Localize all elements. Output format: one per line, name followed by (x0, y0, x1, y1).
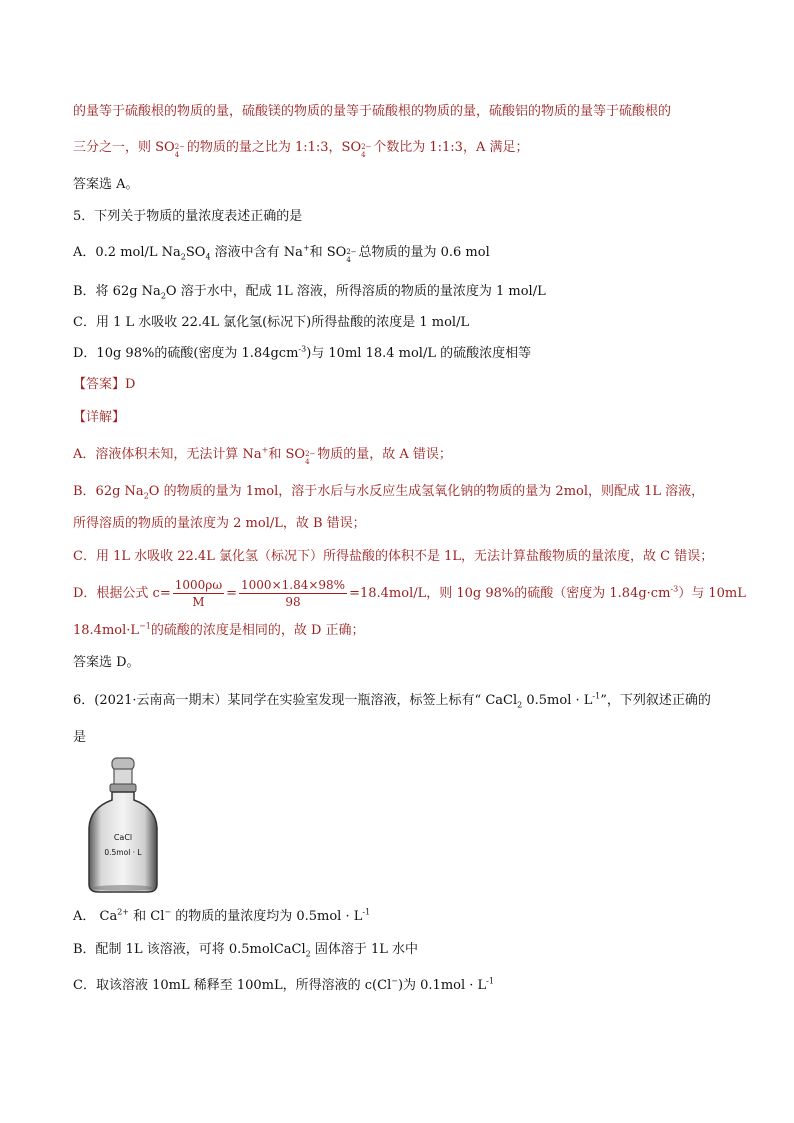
q5-explain-c: C．用 1L 水吸收 22.4L 氯化氢（标况下）所得盐酸的体积不是 1L，无法计算盐酸物质的量浓度，故 C 错误； (73, 549, 714, 564)
q5-explain-d-2: $18.4mol\cdot L^{-1}$的硫酸的浓度是相同的，故 D 正确； (73, 621, 365, 638)
q6-option-b: B．配制 1L 该溶液，可将 0.5molCaCl$_2$ 固体溶于 1L 水中 (73, 942, 419, 959)
bottle-label-formula: CaCl (113, 833, 133, 842)
continuation-line-2: 三分之一，则 SO 2− 4 的物质的量之比为 1:1:3，SO 2− 4 个数比为 1:1:3，A 满足； (73, 140, 529, 159)
q5-explain-a: A．溶液体积未知，无法计算 Na+和 SO 2− 4 物质的量，故 A 错误； (73, 445, 452, 466)
q5-option-d: D．10g 98%的硫酸(密度为 1.84gcm$^{-3}$)与 10ml 18.4 mol/L 的硫酸浓度相等 (73, 344, 532, 361)
q6-option-c: C．取该溶液 10mL 稀释至 100mL，所得溶液的 c(Cl−)为 $0.1mol \cdot L^{-1}$ (73, 976, 494, 993)
q5-option-b: B．将 62g $Na_2O$ 溶于水中，配成 1L 溶液，所得溶质的物质的量浓度为 1 mol/L (73, 284, 546, 301)
q5-answer: 【答案】D (73, 377, 136, 392)
reagent-bottle-image (86, 756, 160, 894)
formula-fraction-2: $\frac{1000\times 1.84\times 98\%}{98}$ (241, 578, 346, 609)
q6-stem-1: 6．(2021·云南高一期末）某同学在实验室发现一瓶溶液，标签上标有“ CaCl$_2$ $0.5mol \cdot L^{-1}$”，下列叙述正确的 (73, 691, 711, 710)
q5-detail-heading: 【详解】 (73, 410, 126, 425)
formula-fraction-1: $\frac{1000\rho\omega}{M}$ (174, 578, 223, 609)
q5-option-a: A．0.2 mol/L $Na_2SO_4$ 溶液中含有 Na+和 SO 2− 4 总物质的量为 0.6 mol (73, 243, 490, 264)
q5-explain-d-1: D．根据公式 c= $\frac{1000\rho\omega}{M}$ = $\frac{1000\times 1.84\times 98\%}{98}$ =18.4mol/L，则 10g 98%的硫酸（密度为 $1.84g\cdot cm^{-3}$）与 10mL (73, 578, 746, 609)
q5-explain-b-1: B．62g $Na_2O$ 的物质的量为 1mol，溶于水后与水反应生成氢氧化钠的物质的量为 2mol，则配成 1L 溶液， (73, 484, 705, 501)
continuation-answer: 答案选 A。 (73, 177, 139, 192)
q5-final-answer: 答案选 D。 (73, 655, 140, 670)
q5-stem: 5．下列关于物质的量浓度表述正确的是 (73, 209, 303, 224)
q6-stem-2: 是 (73, 730, 87, 745)
bottle-label-concentration: 0.5mol · L (104, 848, 142, 857)
q6-option-a: A． $Ca^{2+}$ 和 Cl− 的物质的量浓度均为 $0.5mol \cdot L^{-1}$ (73, 907, 371, 924)
q5-explain-b-2: 所得溶质的物质的量浓度为 2 mol/L，故 B 错误； (73, 516, 366, 531)
continuation-line-1: 的量等于硫酸根的物质的量，硫酸镁的物质的量等于硫酸根的物质的量，硫酸铝的物质的量等于硫酸根的 (73, 104, 672, 119)
q5-option-c: C．用 1 L 水吸收 22.4L 氯化氢(标况下)所得盐酸的浓度是 1 mol/L (73, 315, 470, 330)
